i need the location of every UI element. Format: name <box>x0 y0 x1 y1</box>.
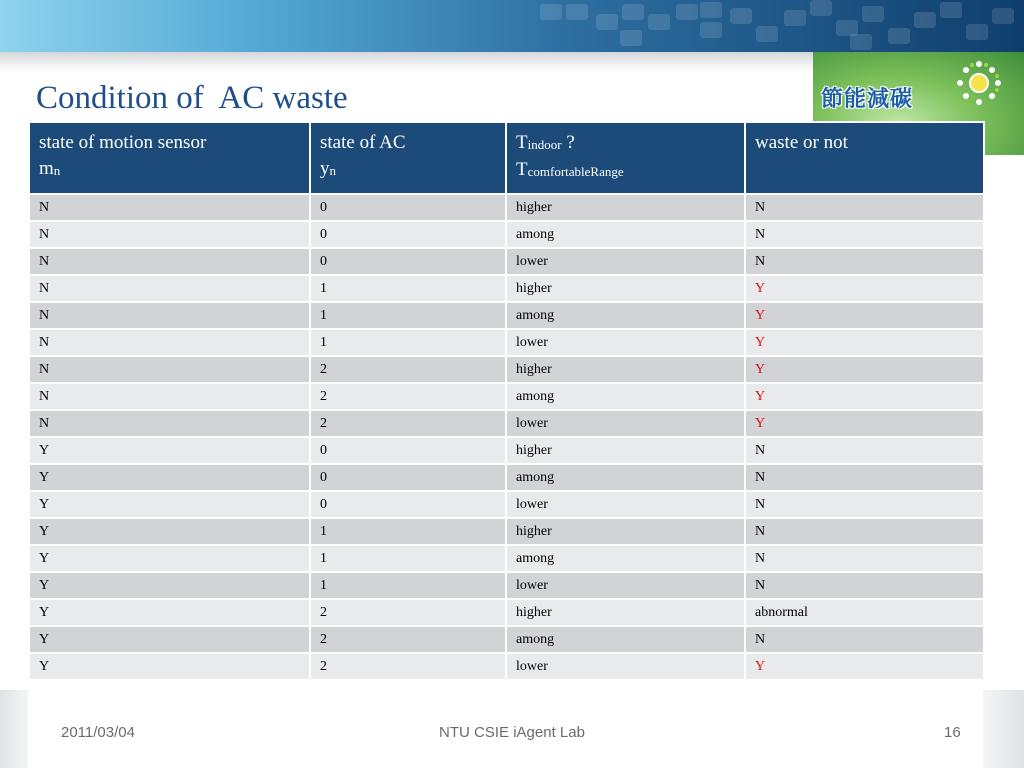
cell-motion-sensor: N <box>29 329 310 356</box>
header-motion-subscript: n <box>53 163 61 178</box>
cell-waste: N <box>745 437 984 464</box>
cell-temperature: among <box>506 302 745 329</box>
table-row <box>29 626 984 653</box>
logo-text-top: 節能減碳 <box>821 87 914 112</box>
cell-ac-state: 0 <box>310 194 506 221</box>
page-number: 16 <box>944 724 961 741</box>
header-temperature <box>506 122 745 194</box>
banner-tile <box>888 28 910 44</box>
table-row <box>29 221 984 248</box>
cell-temperature: higher <box>506 194 745 221</box>
table-row <box>29 599 984 626</box>
header-motion-sensor-label: state of motion sensor <box>39 132 207 153</box>
banner-tile <box>850 34 872 50</box>
header-waste: waste or not <box>745 122 984 194</box>
banner-tile <box>940 2 962 18</box>
cell-waste: Y <box>745 329 984 356</box>
table-row <box>29 545 984 572</box>
table-row <box>29 572 984 599</box>
banner-tile <box>700 2 722 18</box>
cell-motion-sensor: Y <box>29 545 310 572</box>
header-temp-symbol-2: T <box>516 159 528 180</box>
cell-waste: Y <box>745 653 984 680</box>
banner-tile <box>784 10 806 26</box>
banner-tile <box>966 24 988 40</box>
table-row <box>29 275 984 302</box>
sun-icon <box>956 60 1002 106</box>
cell-waste: N <box>745 194 984 221</box>
cell-ac-state: 1 <box>310 518 506 545</box>
cell-ac-state: 2 <box>310 653 506 680</box>
cell-ac-state: 2 <box>310 356 506 383</box>
cell-motion-sensor: Y <box>29 572 310 599</box>
cell-temperature: lower <box>506 653 745 680</box>
cell-temperature: higher <box>506 356 745 383</box>
table-row <box>29 383 984 410</box>
cell-motion-sensor: N <box>29 383 310 410</box>
cell-motion-sensor: N <box>29 194 310 221</box>
table-row <box>29 491 984 518</box>
cell-waste: N <box>745 464 984 491</box>
cell-ac-state: 1 <box>310 545 506 572</box>
cell-temperature: lower <box>506 248 745 275</box>
cell-ac-state: 2 <box>310 626 506 653</box>
banner-tile <box>914 12 936 28</box>
cell-waste: Y <box>745 356 984 383</box>
cell-waste: N <box>745 572 984 599</box>
footer-lab-name: NTU CSIE iAgent Lab <box>439 724 585 741</box>
cell-motion-sensor: Y <box>29 518 310 545</box>
banner-tile <box>676 4 698 20</box>
cell-motion-sensor: Y <box>29 464 310 491</box>
cell-ac-state: 2 <box>310 410 506 437</box>
table-row <box>29 653 984 680</box>
cell-temperature: higher <box>506 518 745 545</box>
cell-temperature: among <box>506 464 745 491</box>
cell-ac-state: 0 <box>310 248 506 275</box>
cell-ac-state: 0 <box>310 437 506 464</box>
cell-motion-sensor: Y <box>29 626 310 653</box>
cell-motion-sensor: Y <box>29 599 310 626</box>
cell-motion-sensor: N <box>29 248 310 275</box>
cell-temperature: among <box>506 221 745 248</box>
cell-waste: Y <box>745 383 984 410</box>
cell-waste: Y <box>745 302 984 329</box>
header-motion-sensor <box>29 122 310 194</box>
cell-ac-state: 1 <box>310 275 506 302</box>
banner-tile <box>810 0 832 16</box>
banner-tile <box>700 22 722 38</box>
cell-temperature: higher <box>506 599 745 626</box>
banner-tile <box>862 6 884 22</box>
cell-temperature: lower <box>506 491 745 518</box>
table-row <box>29 464 984 491</box>
cell-temperature: lower <box>506 410 745 437</box>
cell-motion-sensor: Y <box>29 653 310 680</box>
cell-motion-sensor: N <box>29 356 310 383</box>
cell-temperature: higher <box>506 437 745 464</box>
header-temp-operator: ? <box>561 132 575 153</box>
cell-waste: N <box>745 518 984 545</box>
ac-waste-table <box>28 121 985 681</box>
cell-ac-state: 0 <box>310 491 506 518</box>
banner-tile <box>730 8 752 24</box>
cell-motion-sensor: N <box>29 221 310 248</box>
top-banner <box>0 0 1024 52</box>
cell-waste: N <box>745 545 984 572</box>
banner-tile <box>596 14 618 30</box>
cell-ac-state: 1 <box>310 329 506 356</box>
banner-tile <box>540 4 562 20</box>
cell-ac-state: 2 <box>310 599 506 626</box>
cell-waste: N <box>745 491 984 518</box>
cell-waste: N <box>745 248 984 275</box>
cell-motion-sensor: N <box>29 302 310 329</box>
cell-motion-sensor: Y <box>29 437 310 464</box>
banner-tile <box>992 8 1014 24</box>
table-row <box>29 302 984 329</box>
table-row <box>29 329 984 356</box>
cell-temperature: among <box>506 626 745 653</box>
table-row <box>29 194 984 221</box>
cell-temperature: among <box>506 545 745 572</box>
cell-temperature: among <box>506 383 745 410</box>
table-row <box>29 437 984 464</box>
cell-ac-state: 0 <box>310 464 506 491</box>
header-ac-state-label: state of AC <box>320 132 406 153</box>
header-motion-symbol: m <box>39 158 54 179</box>
cell-ac-state: 0 <box>310 221 506 248</box>
cell-motion-sensor: Y <box>29 491 310 518</box>
cell-ac-state: 2 <box>310 383 506 410</box>
cell-motion-sensor: N <box>29 275 310 302</box>
banner-tile <box>622 4 644 20</box>
header-ac-symbol: y <box>320 158 330 179</box>
table-header-row <box>29 122 984 194</box>
header-temp-subscript-1: indoor <box>527 137 562 152</box>
slide-title: Condition of AC waste <box>36 80 348 116</box>
table-row <box>29 356 984 383</box>
footer-date: 2011/03/04 <box>61 724 135 741</box>
header-temp-subscript-2: comfortableRange <box>527 164 624 179</box>
table-row <box>29 248 984 275</box>
cell-ac-state: 1 <box>310 572 506 599</box>
banner-tile <box>648 14 670 30</box>
banner-tile <box>566 4 588 20</box>
banner-tile <box>756 26 778 42</box>
banner-tile <box>620 30 642 46</box>
cell-temperature: lower <box>506 329 745 356</box>
cell-waste: Y <box>745 410 984 437</box>
cell-waste: N <box>745 221 984 248</box>
cell-temperature: lower <box>506 572 745 599</box>
cell-waste: N <box>745 626 984 653</box>
header-temp-symbol-1: T <box>516 132 528 153</box>
table-row <box>29 518 984 545</box>
cell-motion-sensor: N <box>29 410 310 437</box>
header-ac-subscript: n <box>329 163 336 178</box>
table-row <box>29 410 984 437</box>
header-ac-state <box>310 122 506 194</box>
cell-waste: abnormal <box>745 599 984 626</box>
cell-ac-state: 1 <box>310 302 506 329</box>
cell-waste: Y <box>745 275 984 302</box>
cell-temperature: higher <box>506 275 745 302</box>
table-body <box>29 194 984 680</box>
